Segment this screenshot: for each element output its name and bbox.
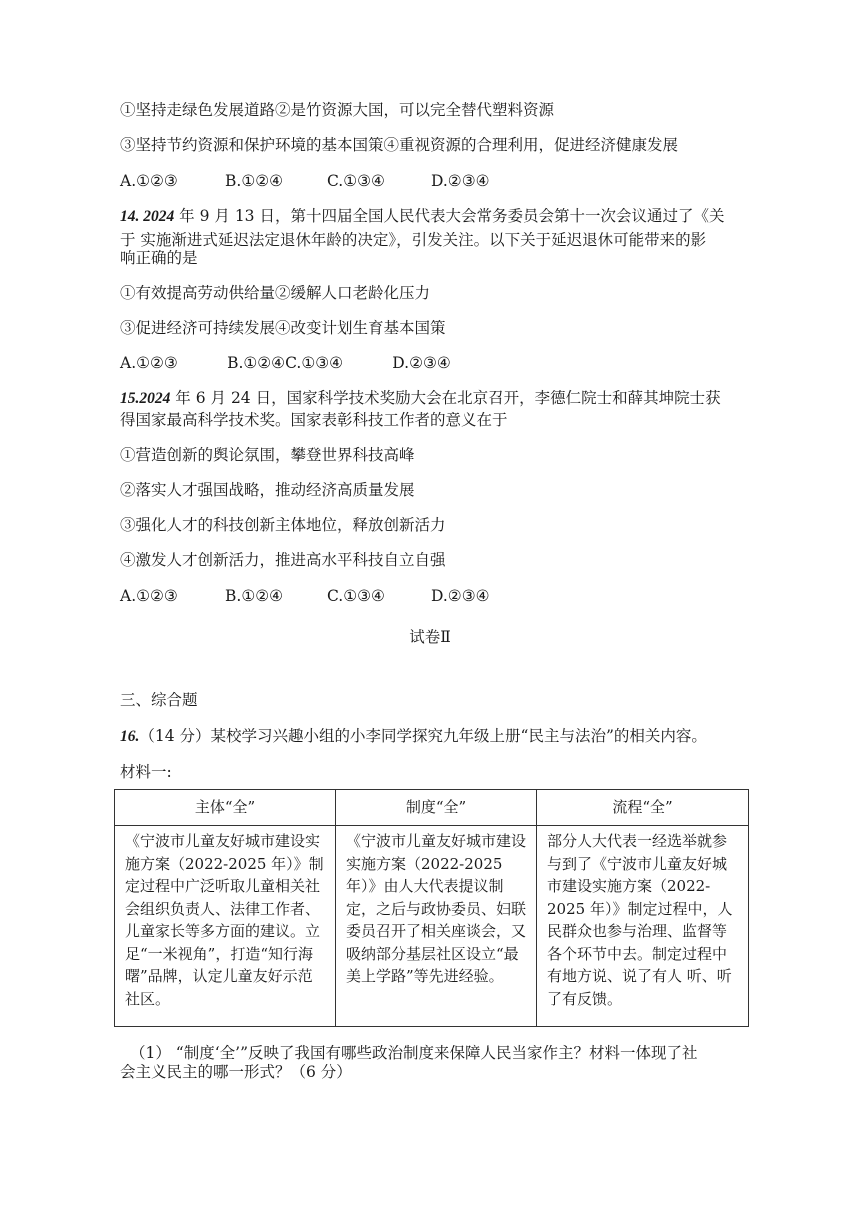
cell-process [537, 826, 749, 1027]
q15-options [120, 586, 490, 606]
q15-number: 15.2024 [120, 390, 171, 407]
header-process: 流程“全” [537, 790, 749, 826]
q14-item-2: ③促进经济可持续发展④改变计划生育基本国策 [120, 319, 446, 337]
q13-option-b: B.①②④ [225, 172, 284, 190]
material-table-header-row [115, 790, 749, 826]
header-system: 制度“全” [336, 790, 537, 826]
cell-system [336, 826, 537, 1027]
q16-number: 16. [120, 728, 140, 745]
q16-sub1-line2: 会主义民主的哪一形式？（6 分） [120, 1063, 352, 1081]
q14-options: A.①②③ B.①②④C.①③④ D.②③④ [120, 354, 451, 372]
q15-option-d: D.②③④ [431, 587, 490, 605]
q14-stem-line1 [120, 206, 724, 227]
material-label: 材料一: [120, 763, 172, 781]
material-table [114, 789, 749, 1027]
q15-stem-line1 [120, 388, 721, 409]
q14-stem-text: 年 9 月 13 日，第十四届全国人民代表大会常务委员会第十一次会议通过了《关 [174, 207, 725, 225]
q14-item-1: ①有效提高劳动供给量②缓解人口老龄化压力 [120, 284, 431, 302]
paper-title: 试卷Ⅱ [409, 628, 451, 646]
q14-stem-line2: 于 实施渐进式延迟法定退休年龄的决定》，引发关注。以下关于延迟退休可能带来的影 [120, 231, 707, 249]
q15-stem-text: 年 6 月 24 日，国家科学技术奖励大会在北京召开，李德仁院士和薛其坤院士获 [170, 389, 721, 407]
q15-option-a: A.①②③ [120, 587, 178, 605]
q14-number: 14. 2024 [120, 208, 175, 225]
header-subject: 主体“全” [115, 790, 336, 826]
cell-subject-text: 《宁波市儿童友好城市建设实施方案（2022-2025 年）》制定过程中广泛听取儿童相关社会组织负责人、法律工作者、儿童家长等多方面的建议。立足“一米视角”，打造“知行海曙”品牌，认定儿童友好示范社区。 [125, 832, 324, 1008]
q14-stem-line3: 响正确的是 [120, 249, 198, 267]
q13-option-d: D.②③④ [431, 172, 490, 190]
material-table-row [115, 826, 749, 1027]
q16-intro [120, 726, 707, 747]
q15-item-1: ①营造创新的舆论氛围，攀登世界科技高峰 [120, 446, 415, 464]
q16-sub1-line1: （1） “制度‘全’”反映了我国有哪些政治制度来保障人民当家作主？材料一体现了社 [130, 1044, 698, 1062]
cell-subject [115, 826, 336, 1027]
section-heading: 三、综合题 [120, 691, 198, 709]
q15-item-4: ④激发人才创新活力，推进高水平科技自立自强 [120, 551, 446, 569]
q13-statement-line1: ①坚持走绿色发展道路②是竹资源大国，可以完全替代塑料资源 [120, 101, 555, 119]
q16-intro-text: （14 分）某校学习兴趣小组的小李同学探究九年级上册“民主与法治”的相关内容。 [139, 727, 707, 745]
q13-statement-line2: ③坚持节约资源和保护环境的基本国策④重视资源的合理利用，促进经济健康发展 [120, 136, 679, 154]
cell-process-text: 部分人大代表一经选举就参与到了《宁波市儿童友好城市建设实施方案（2022-2025 年）》制定过程中，人民群众也参与治理、监督等各个环节中去。制定过程中有地方说、说了有人 听、听了有反馈。 [547, 832, 733, 1008]
q13-option-a: A.①②③ [120, 172, 178, 190]
q13-option-c: C.①③④ [327, 172, 385, 190]
cell-system-text: 《宁波市儿童友好城市建设实施方案（2022-2025 年）》由人大代表提议制定，之后与政协委员、妇联委员召开了相关座谈会，又吸纳部分基层社区设立“最美上学路”等先进经验。 [346, 832, 527, 985]
q15-item-2: ②落实人才强国战略，推动经济高质量发展 [120, 481, 415, 499]
q15-option-c: C.①③④ [327, 587, 385, 605]
q13-options [120, 171, 490, 191]
q15-option-b: B.①②④ [225, 587, 284, 605]
q15-item-3: ③强化人才的科技创新主体地位，释放创新活力 [120, 516, 446, 534]
q15-stem-line2: 得国家最高科学技术奖。国家表彰科技工作者的意义在于 [120, 411, 508, 429]
